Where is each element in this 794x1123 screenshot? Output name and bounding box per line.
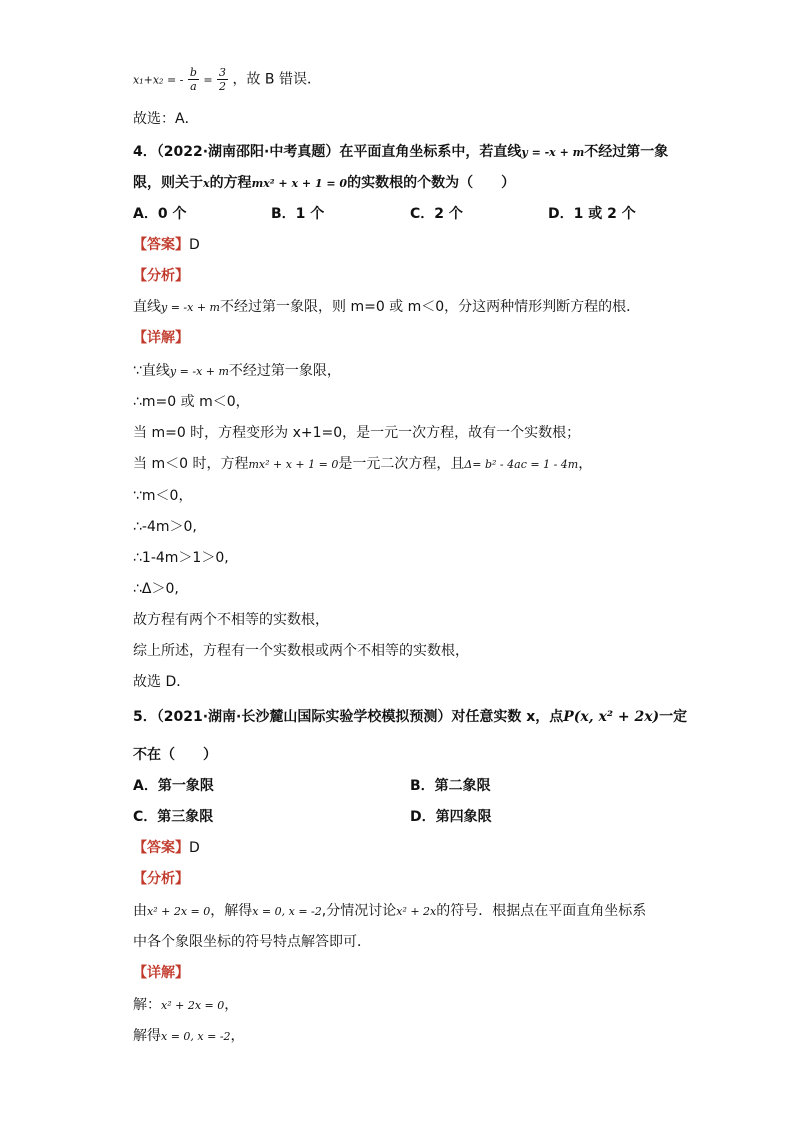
discriminant-expression: Δ= b² - 4ac = 1 - 4m	[464, 458, 579, 471]
q4-detail-8: ∴Δ＞0,	[133, 581, 179, 597]
q5-option-b: B．第二象限	[410, 778, 491, 794]
top-formula-line: x₁+x₂ = - $\frac{b}{a}$ = $\frac{3}{2}$ ，故 B 错误．	[133, 66, 321, 93]
conclusion-text: ，故 B 错误．	[232, 71, 321, 88]
q4-detail-5: ∵m＜0，	[133, 488, 193, 504]
answer-tag: 【答案】	[133, 840, 189, 856]
q4-stem-line2: 限，则关于x的方程mx² + x + 1 = 0的实数根的个数为（ ）	[133, 175, 516, 191]
q5-detail-2: 解得x = 0, x = -2，	[133, 1028, 245, 1044]
q5-detail-tag: 【详解】	[133, 965, 189, 981]
q5-option-a: A．第一象限	[133, 778, 214, 794]
answer-value: D	[189, 840, 200, 856]
q5-detail-1: 解：x² + 2x = 0，	[133, 997, 239, 1013]
q5-stem-line1: 5．（2021·湖南·长沙麓山国际实验学校模拟预测）对任意实数 x，点P(x, x² + 2x)一定	[133, 709, 688, 725]
q5-stem-line2: 不在（ ）	[133, 747, 217, 763]
q4-detail-10: 综上所述，方程有一个实数根或两个不相等的实数根，	[133, 643, 469, 659]
q4-detail-tag: 【详解】	[133, 330, 189, 346]
q4-detail-9: 故方程有两个不相等的实数根，	[133, 612, 329, 628]
q4-detail-2: ∴m=0 或 m＜0，	[133, 394, 250, 410]
q4-detail-1: ∵直线y = -x + m不经过第一象限，	[133, 363, 341, 379]
answer-value: D	[189, 237, 200, 253]
q4-detail-11: 故选 D．	[133, 674, 191, 690]
q4-detail-3: 当 m=0 时，方程变形为 x+1=0，是一元一次方程，故有一个实数根；	[133, 425, 581, 441]
fraction-3-over-2: $\frac{3}{2}$	[219, 66, 226, 93]
q4-answer-line	[133, 234, 200, 254]
q5-option-c: C．第三象限	[133, 809, 214, 825]
q4-detail-6: ∴-4m＞0,	[133, 519, 197, 535]
q5-point-expression: P(x, x² + 2x)	[563, 709, 660, 725]
q4-analysis-text: 直线y = -x + m不经过第一象限，则 m=0 或 m＜0，分这两种情形判断方程的根．	[133, 299, 641, 315]
q4-option-d: D．1 或 2 个	[548, 206, 636, 222]
q5-analysis-tag: 【分析】	[133, 871, 189, 887]
select-a-line: 故选：A．	[133, 111, 199, 127]
sum-roots-expression: x₁+x₂ = -	[133, 73, 184, 87]
q4-stem-line1: 4．（2022·湖南邵阳·中考真题）在平面直角坐标系中，若直线y = -x + m不经过第一象	[133, 144, 669, 160]
q4-equation: mx² + x + 1 = 0	[251, 177, 348, 190]
answer-tag: 【答案】	[133, 237, 189, 253]
q4-option-a: A．0 个	[133, 206, 187, 222]
q5-analysis-line1: 由x² + 2x = 0，解得x = 0, x = -2,分情况讨论x² + 2x的符号．根据点在平面直角坐标系	[133, 903, 647, 919]
q4-line-equation: y = -x + m	[521, 146, 585, 159]
q5-option-d: D．第四象限	[410, 809, 492, 825]
q4-detail-4: 当 m＜0 时，方程mx² + x + 1 = 0是一元二次方程，且Δ= b² - 4ac = 1 - 4m，	[133, 456, 593, 472]
q4-analysis-tag: 【分析】	[133, 268, 189, 284]
q5-analysis-line2: 中各个象限坐标的符号特点解答即可．	[133, 934, 371, 950]
q4-option-b: B．1 个	[271, 206, 325, 222]
q5-answer-line	[133, 837, 200, 857]
q4-option-c: C．2 个	[410, 206, 463, 222]
fraction-b-over-a: $\frac{b}{a}$	[189, 66, 197, 93]
q4-detail-7: ∴1-4m＞1＞0,	[133, 550, 229, 566]
